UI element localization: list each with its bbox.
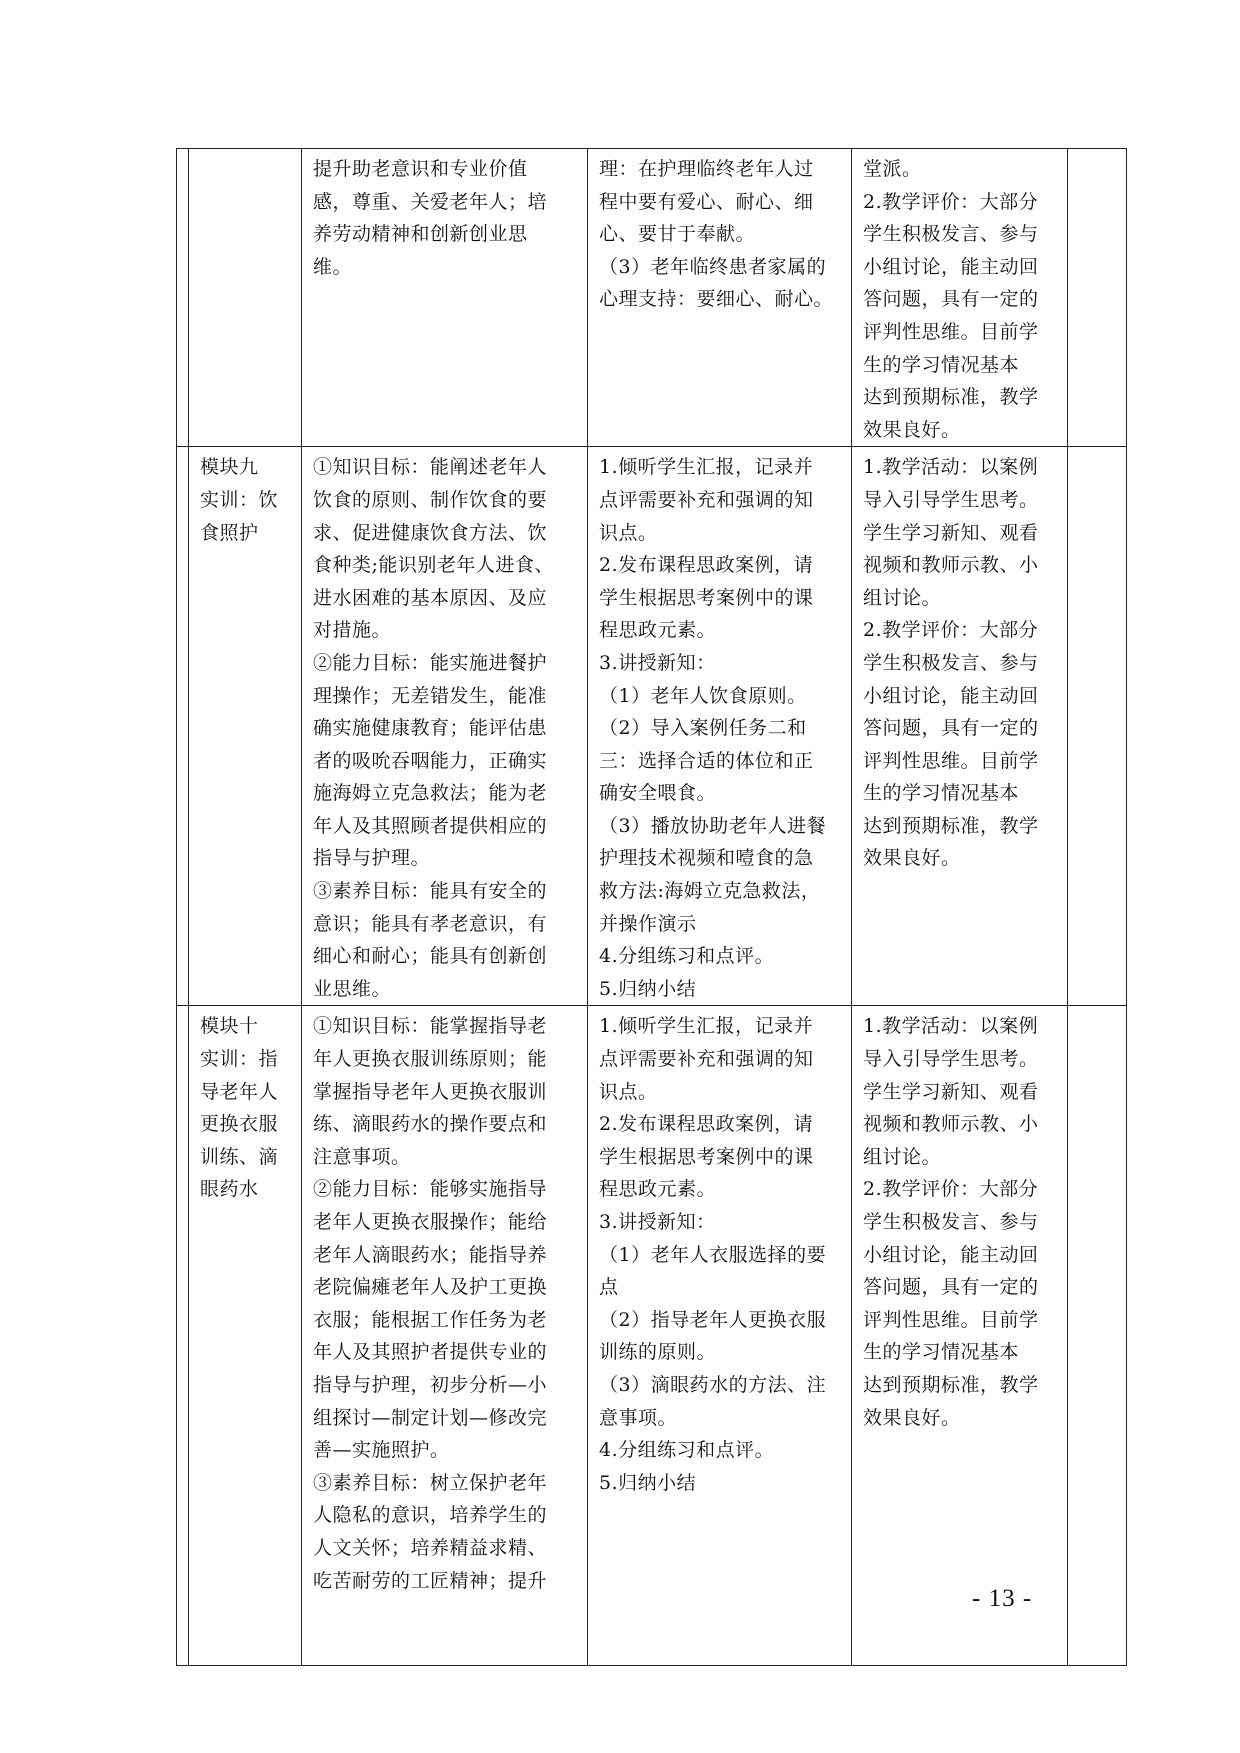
- cell-line: 年人及其照顾者提供相应的: [313, 814, 548, 837]
- evaluation-cell: [852, 447, 1068, 1006]
- cell-line: 2.教学评价：大部分: [863, 190, 1039, 213]
- cell-line: 学生积极发言、参与: [863, 223, 1039, 246]
- cell-line: 年人及其照护者提供专业的: [313, 1341, 548, 1364]
- cell-line: 4.分组练习和点评。: [599, 1439, 775, 1462]
- cell-line: 导入引导学生思考。: [863, 1048, 1039, 1071]
- cell-line: 达到预期标准，教学: [863, 1373, 1039, 1396]
- cell-line: 小组讨论，能主动回: [863, 684, 1039, 707]
- objectives-cell: [302, 447, 588, 1006]
- remarks-cell: [1068, 1006, 1127, 1666]
- cell-line: 评判性思维。目前学: [863, 1308, 1039, 1331]
- cell-line: ③素养目标：树立保护老年: [313, 1471, 548, 1494]
- cell-line: 答问题，具有一定的: [863, 288, 1039, 311]
- cell-line: 护理技术视频和噎食的急: [599, 847, 814, 870]
- table-body: [177, 149, 1127, 1666]
- teacher-activities-cell: [588, 1006, 852, 1666]
- cell-line: 生的学习情况基本: [863, 782, 1020, 805]
- cell-line: 组探讨—制定计划—修改完: [313, 1406, 548, 1429]
- cell-line: 学生学习新知、观看: [863, 521, 1039, 544]
- cell-line: 1.倾听学生汇报，记录并: [599, 456, 814, 479]
- cell-line: 者的吸吮吞咽能力，正确实: [313, 749, 548, 772]
- cell-line: 人文关怀；培养精益求精、: [313, 1536, 548, 1559]
- cell-line: 维。: [313, 255, 353, 278]
- cell-line: 衣服；能根据工作任务为老: [313, 1308, 548, 1331]
- cell-line: 理操作；无差错发生，能准: [313, 684, 548, 707]
- objectives-cell: [302, 149, 588, 447]
- cell-line: 学生根据思考案例中的课: [599, 586, 814, 609]
- cell-line: 人隐私的意识，培养学生的: [313, 1504, 548, 1527]
- cell-line: 训练的原则。: [599, 1341, 717, 1364]
- cell-line: 导入引导学生思考。: [863, 488, 1039, 511]
- cell-line: 饮食的原则、制作饮食的要: [313, 488, 548, 511]
- cell-line: （3）播放协助老年人进餐: [599, 814, 827, 837]
- cell-line: 意事项。: [599, 1406, 678, 1429]
- cell-line: 2.教学评价：大部分: [863, 1178, 1039, 1201]
- cell-line: 5.归纳小结: [599, 1471, 697, 1494]
- cell-line: 确实施健康教育；能评估患: [313, 717, 548, 740]
- cell-line: 答问题，具有一定的: [863, 717, 1039, 740]
- cell-line: 年人更换衣服训练原则；能: [313, 1048, 548, 1071]
- cell-line: 学生积极发言、参与: [863, 1211, 1039, 1233]
- module-cell: [189, 447, 302, 1006]
- cell-line: 堂派。: [863, 158, 922, 180]
- cell-line: 确安全喂食。: [599, 782, 717, 805]
- cell-line: 心、要甘于奉献。: [599, 223, 756, 246]
- cell-line: 三：选择合适的体位和正: [599, 749, 814, 772]
- cell-line: 善—实施照护。: [313, 1439, 450, 1462]
- cell-line: 2.教学评价：大部分: [863, 619, 1039, 642]
- cell-line: 5.归纳小结: [599, 977, 697, 1000]
- cell-line: 提升助老意识和专业价值: [313, 158, 528, 180]
- cell-line: 效果良好。: [863, 418, 961, 441]
- cell-line: 小组讨论，能主动回: [863, 1243, 1039, 1266]
- curriculum-table: [176, 148, 1127, 1666]
- cell-line: 救方法:海姆立克急救法，: [599, 880, 821, 903]
- cell-line: 生的学习情况基本: [863, 1341, 1020, 1364]
- cell-line: 模块九: [200, 456, 259, 479]
- cell-line: 意识；能具有孝老意识，有: [313, 912, 548, 935]
- cell-line: 求、促进健康饮食方法、饮: [313, 521, 548, 544]
- cell-line: 点评需要补充和强调的知: [599, 1048, 814, 1071]
- left-margin-cell: [177, 447, 189, 1006]
- cell-line: 点评需要补充和强调的知: [599, 488, 814, 511]
- cell-line: 注意事项。: [313, 1145, 411, 1168]
- cell-line: 生的学习情况基本: [863, 353, 1020, 376]
- cell-line: 食照护: [200, 521, 259, 544]
- cell-line: 3.讲授新知：: [599, 1211, 716, 1233]
- cell-line: 组讨论。: [863, 1145, 942, 1168]
- module-cell: [189, 149, 302, 447]
- cell-line: 进水困难的基本原因、及应: [313, 586, 548, 609]
- table-row: [177, 447, 1127, 1006]
- cell-line: （3）老年临终患者家属的: [599, 255, 827, 278]
- cell-line: ①知识目标：能阐述老年人: [313, 456, 548, 479]
- cell-line: 指导与护理。: [313, 847, 431, 870]
- cell-line: 施海姆立克急救法；能为老: [313, 782, 548, 805]
- cell-line: 实训：饮: [200, 488, 279, 511]
- evaluation-cell: [852, 1006, 1068, 1666]
- cell-line: 程思政元素。: [599, 1178, 717, 1201]
- cell-line: 识点。: [599, 1080, 658, 1103]
- cell-line: 1.倾听学生汇报，记录并: [599, 1015, 814, 1038]
- cell-line: 业思维。: [313, 977, 392, 1000]
- cell-line: 理：在护理临终老年人过: [599, 158, 814, 180]
- cell-line: 对措施。: [313, 619, 392, 642]
- cell-line: （2）指导老年人更换衣服: [599, 1308, 827, 1331]
- cell-line: （1）老年人饮食原则。: [599, 684, 807, 707]
- left-margin-cell: [177, 1006, 189, 1666]
- cell-line: （2）导入案例任务二和: [599, 717, 807, 740]
- cell-line: 细心和耐心；能具有创新创: [313, 945, 548, 968]
- cell-line: 实训：指: [200, 1048, 279, 1071]
- objectives-cell: [302, 1006, 588, 1666]
- cell-line: 练、滴眼药水的操作要点和: [313, 1113, 548, 1136]
- cell-line: 学生根据思考案例中的课: [599, 1145, 814, 1168]
- cell-line: 学生积极发言、参与: [863, 651, 1039, 674]
- cell-line: 指导与护理，初步分析—小: [313, 1373, 548, 1396]
- cell-line: 吃苦耐劳的工匠精神；提升: [313, 1569, 548, 1592]
- cell-line: 感，尊重、关爱老年人；培: [313, 190, 548, 213]
- cell-line: 程中要有爱心、耐心、细: [599, 190, 814, 213]
- cell-line: 学生学习新知、观看: [863, 1080, 1039, 1103]
- cell-line: 达到预期标准，教学: [863, 386, 1039, 409]
- cell-line: 更换衣服: [200, 1113, 279, 1136]
- cell-line: 识点。: [599, 521, 658, 544]
- module-cell: [189, 1006, 302, 1666]
- cell-line: 答问题，具有一定的: [863, 1276, 1039, 1299]
- evaluation-cell: [852, 149, 1068, 447]
- cell-line: 模块十: [200, 1015, 259, 1038]
- cell-line: 视频和教师示教、小: [863, 554, 1039, 577]
- teacher-activities-cell: [588, 447, 852, 1006]
- left-margin-cell: [177, 149, 189, 447]
- cell-line: 心理支持：要细心、耐心。: [599, 288, 834, 311]
- cell-line: ①知识目标：能掌握指导老: [313, 1015, 548, 1038]
- cell-line: 养劳动精神和创新创业思: [313, 223, 528, 246]
- cell-line: 掌握指导老年人更换衣服训: [313, 1080, 548, 1103]
- table-row: [177, 1006, 1127, 1666]
- cell-line: 食种类;能识别老年人进食、: [313, 554, 554, 577]
- cell-line: 小组讨论，能主动回: [863, 255, 1039, 278]
- cell-line: 效果良好。: [863, 1406, 961, 1429]
- cell-line: 点: [599, 1276, 619, 1299]
- cell-line: 评判性思维。目前学: [863, 320, 1039, 343]
- cell-line: 评判性思维。目前学: [863, 749, 1039, 772]
- cell-line: 达到预期标准，教学: [863, 814, 1039, 837]
- cell-line: ③素养目标：能具有安全的: [313, 880, 548, 903]
- cell-line: 程思政元素。: [599, 619, 717, 642]
- cell-line: 视频和教师示教、小: [863, 1113, 1039, 1136]
- cell-line: ②能力目标：能够实施指导: [313, 1178, 548, 1201]
- cell-line: 效果良好。: [863, 847, 961, 870]
- cell-line: 老年人更换衣服操作；能给: [313, 1211, 548, 1233]
- cell-line: 老年人滴眼药水；能指导养: [313, 1243, 548, 1266]
- cell-line: 并操作演示: [599, 912, 697, 935]
- remarks-cell: [1068, 149, 1127, 447]
- cell-line: 组讨论。: [863, 586, 942, 609]
- cell-line: （3）滴眼药水的方法、注: [599, 1373, 827, 1396]
- cell-line: 眼药水: [200, 1178, 259, 1201]
- teacher-activities-cell: [588, 149, 852, 447]
- remarks-cell: [1068, 447, 1127, 1006]
- cell-line: （1）老年人衣服选择的要: [599, 1243, 827, 1266]
- page-number: - 13 -: [972, 1585, 1033, 1612]
- cell-line: 导老年人: [200, 1080, 279, 1103]
- cell-line: 1.教学活动：以案例: [863, 456, 1039, 479]
- cell-line: 2.发布课程思政案例，请: [599, 554, 814, 577]
- cell-line: 2.发布课程思政案例，请: [599, 1113, 814, 1136]
- table-row: [177, 149, 1127, 447]
- cell-line: 训练、滴: [200, 1145, 279, 1168]
- cell-line: 4.分组练习和点评。: [599, 945, 775, 968]
- cell-line: 老院偏瘫老年人及护工更换: [313, 1276, 548, 1299]
- cell-line: 1.教学活动：以案例: [863, 1015, 1039, 1038]
- cell-line: 3.讲授新知：: [599, 651, 716, 674]
- cell-line: ②能力目标：能实施进餐护: [313, 651, 548, 674]
